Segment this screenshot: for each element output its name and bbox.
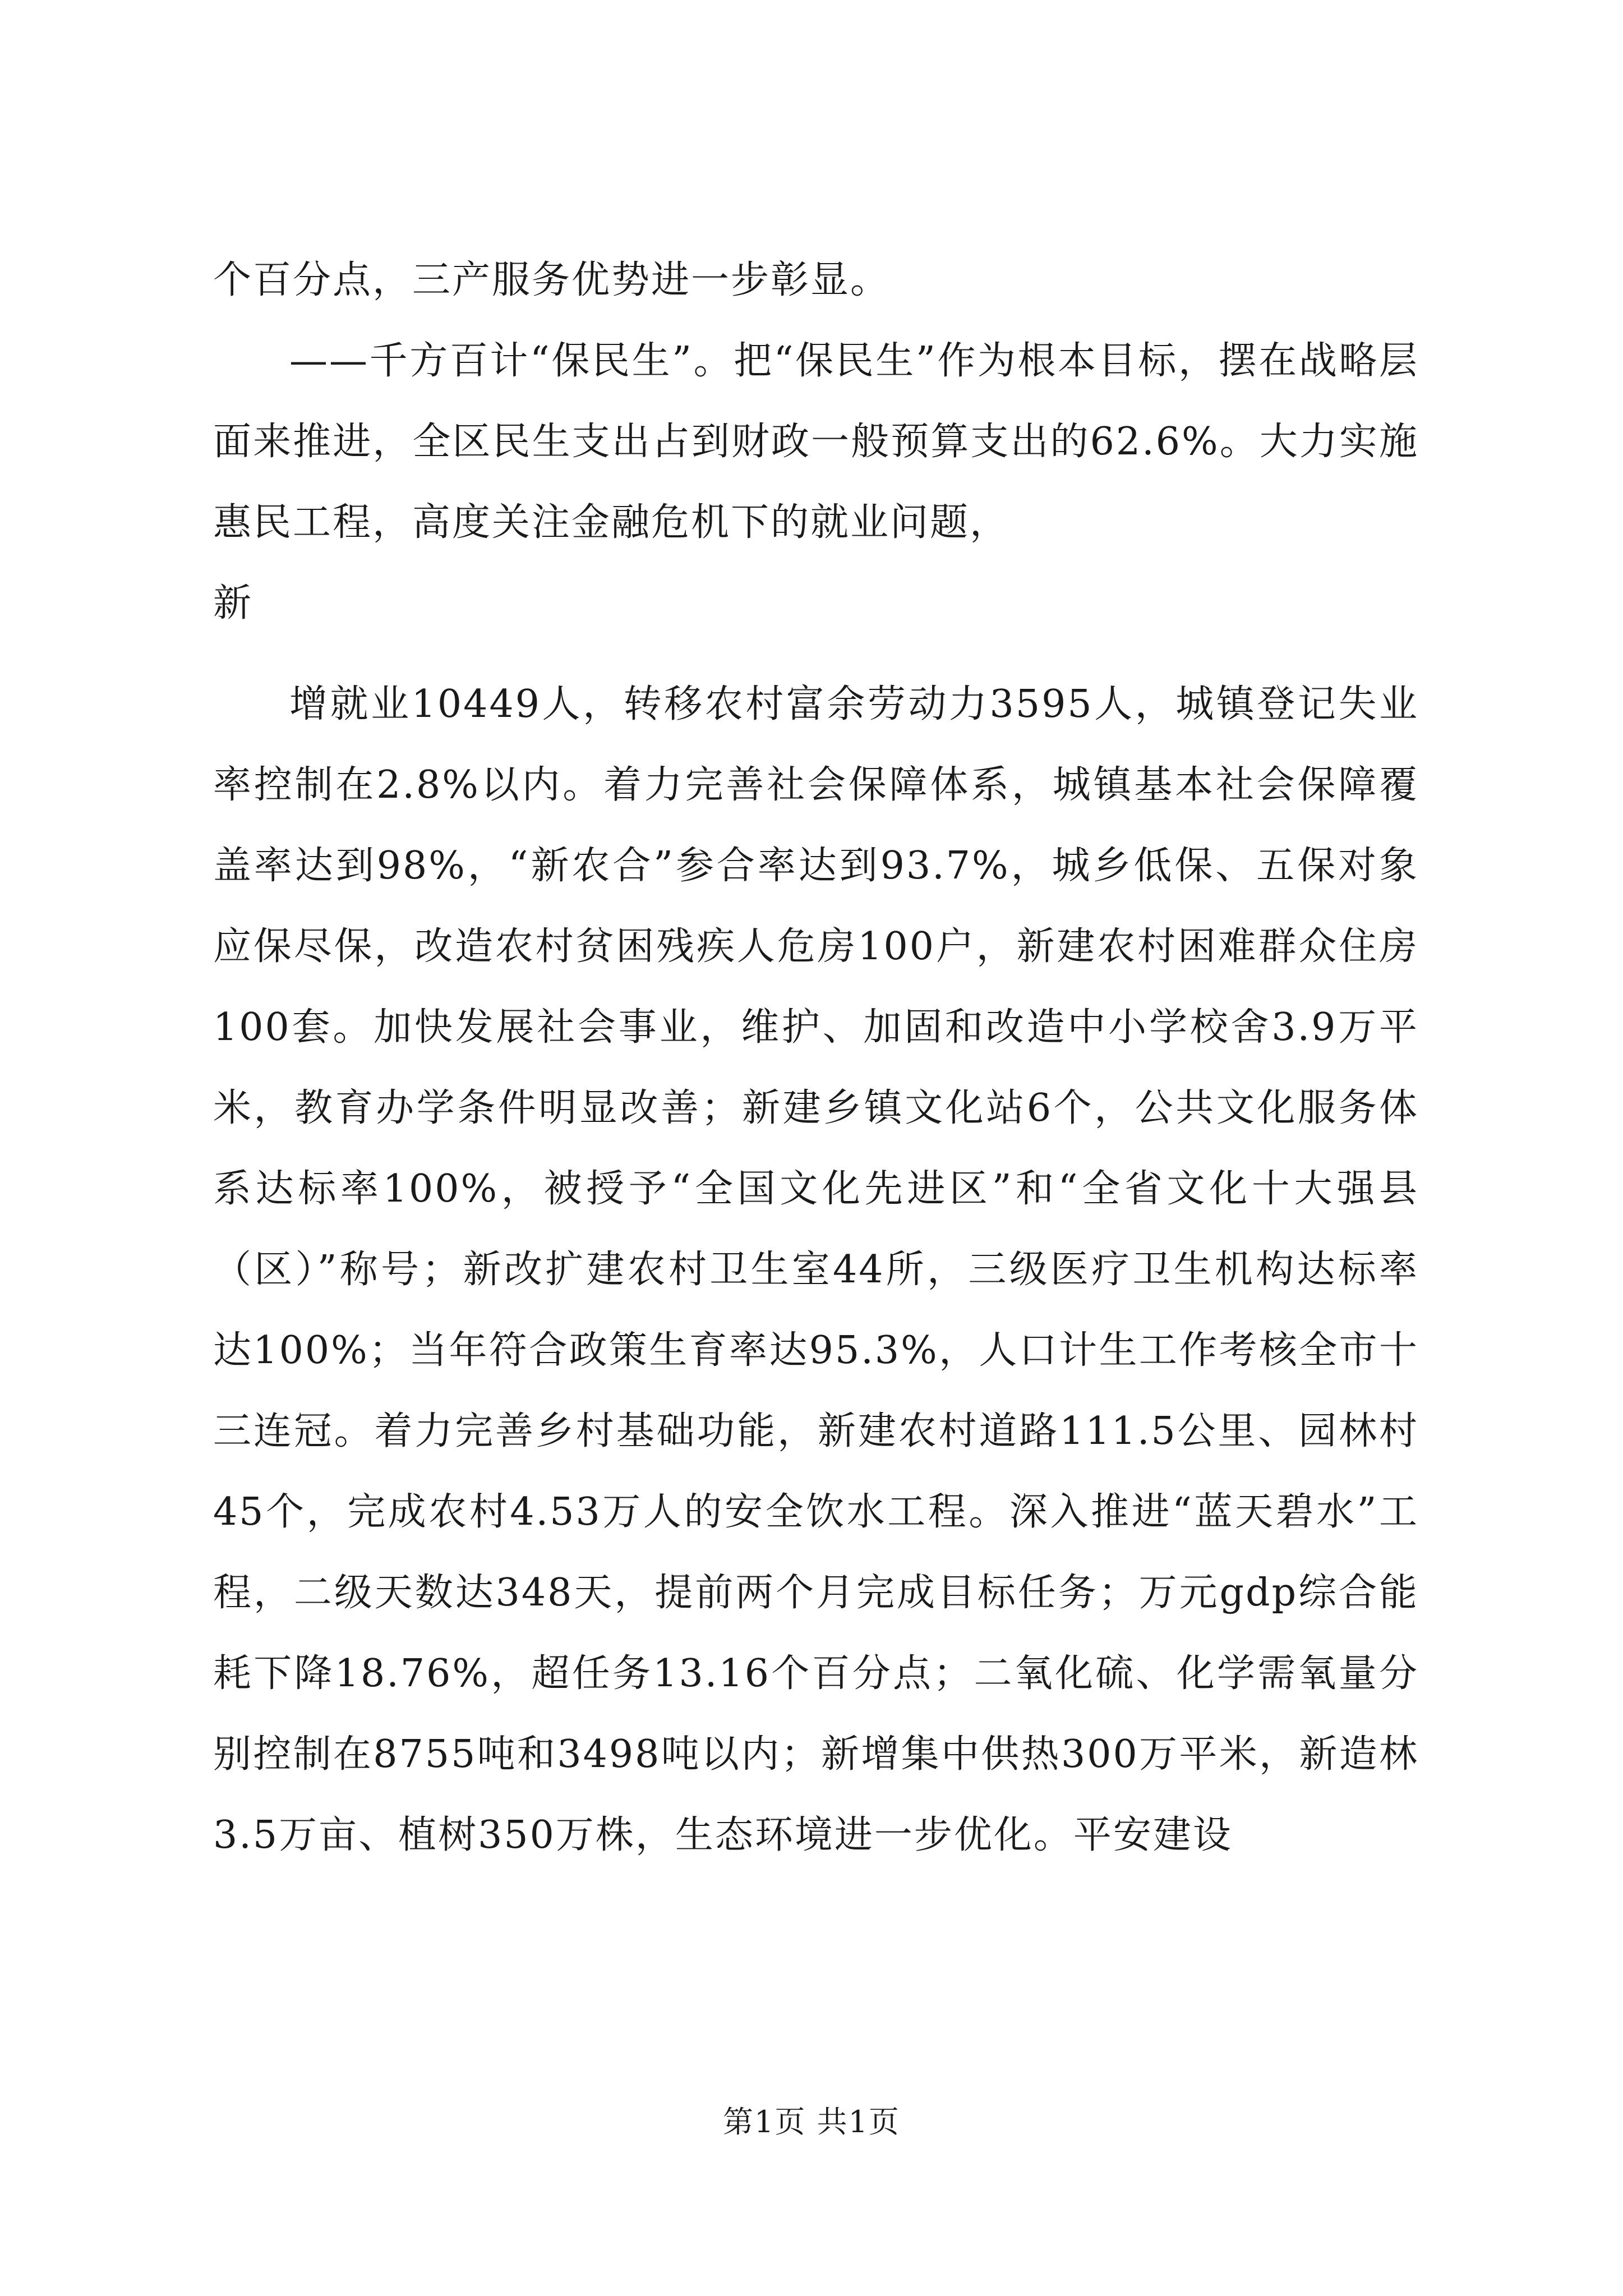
paragraph-livelihood: ——千方百计“保民生”。把“保民生”作为根本目标，摆在战略层面来推进，全区民生支出占到财政一般预算支出的62.6%。大力实施惠民工程，高度关注金融危机下的就业问题， <box>213 339 1419 545</box>
paragraph-continuation: 个百分点，三产服务优势进一步彰显。 <box>213 258 891 302</box>
page-footer: 第1页 共1页 <box>723 2104 900 2139</box>
paragraph-employment: 增就业10449人，转移农村富余劳动力3595人，城镇登记失业率控制在2.8%以内。着力完善社会保障体系，城镇基本社会保障覆盖率达到98%，“新农合”参合率达到93.7%，城乡低保、五保对象应保尽保，改造农村贫困残疾人危房100户，新建农村困难群众住房100套。加快发展社会事业，维护、加固和改造中小学校舍3.9万平米，教育办学条件明显改善；新建乡镇文化站6个，公共文化服务体系达标率100%，被授予“全国文化先进区”和“全省文化十大强县（区）”称号；新改扩建农村卫生室44所，三级医疗卫生机构达标率达100%；当年符合政策生育率达95.3%，人口计生工作考核全市十三连冠。着力完善乡村基础功能，新建农村道路111.5公里、园林村45个，完成农村4.53万人的安全饮水工程。深入推进“蓝天碧水”工程，二级天数达348天，提前两个月完成目标任务；万元gdp综合能耗下降18.76%，超任务13.16个百分点；二氧化硫、化学需氧量分别控制在8755吨和3498吨以内；新增集中供热300万平米，新造林3.5万亩、植树350万株，生态环境进一步优化。平安建设 <box>213 682 1419 1857</box>
paragraph-gap <box>213 644 1419 664</box>
paragraph-fragment: 新 <box>213 581 253 625</box>
document-body <box>213 240 1419 1876</box>
